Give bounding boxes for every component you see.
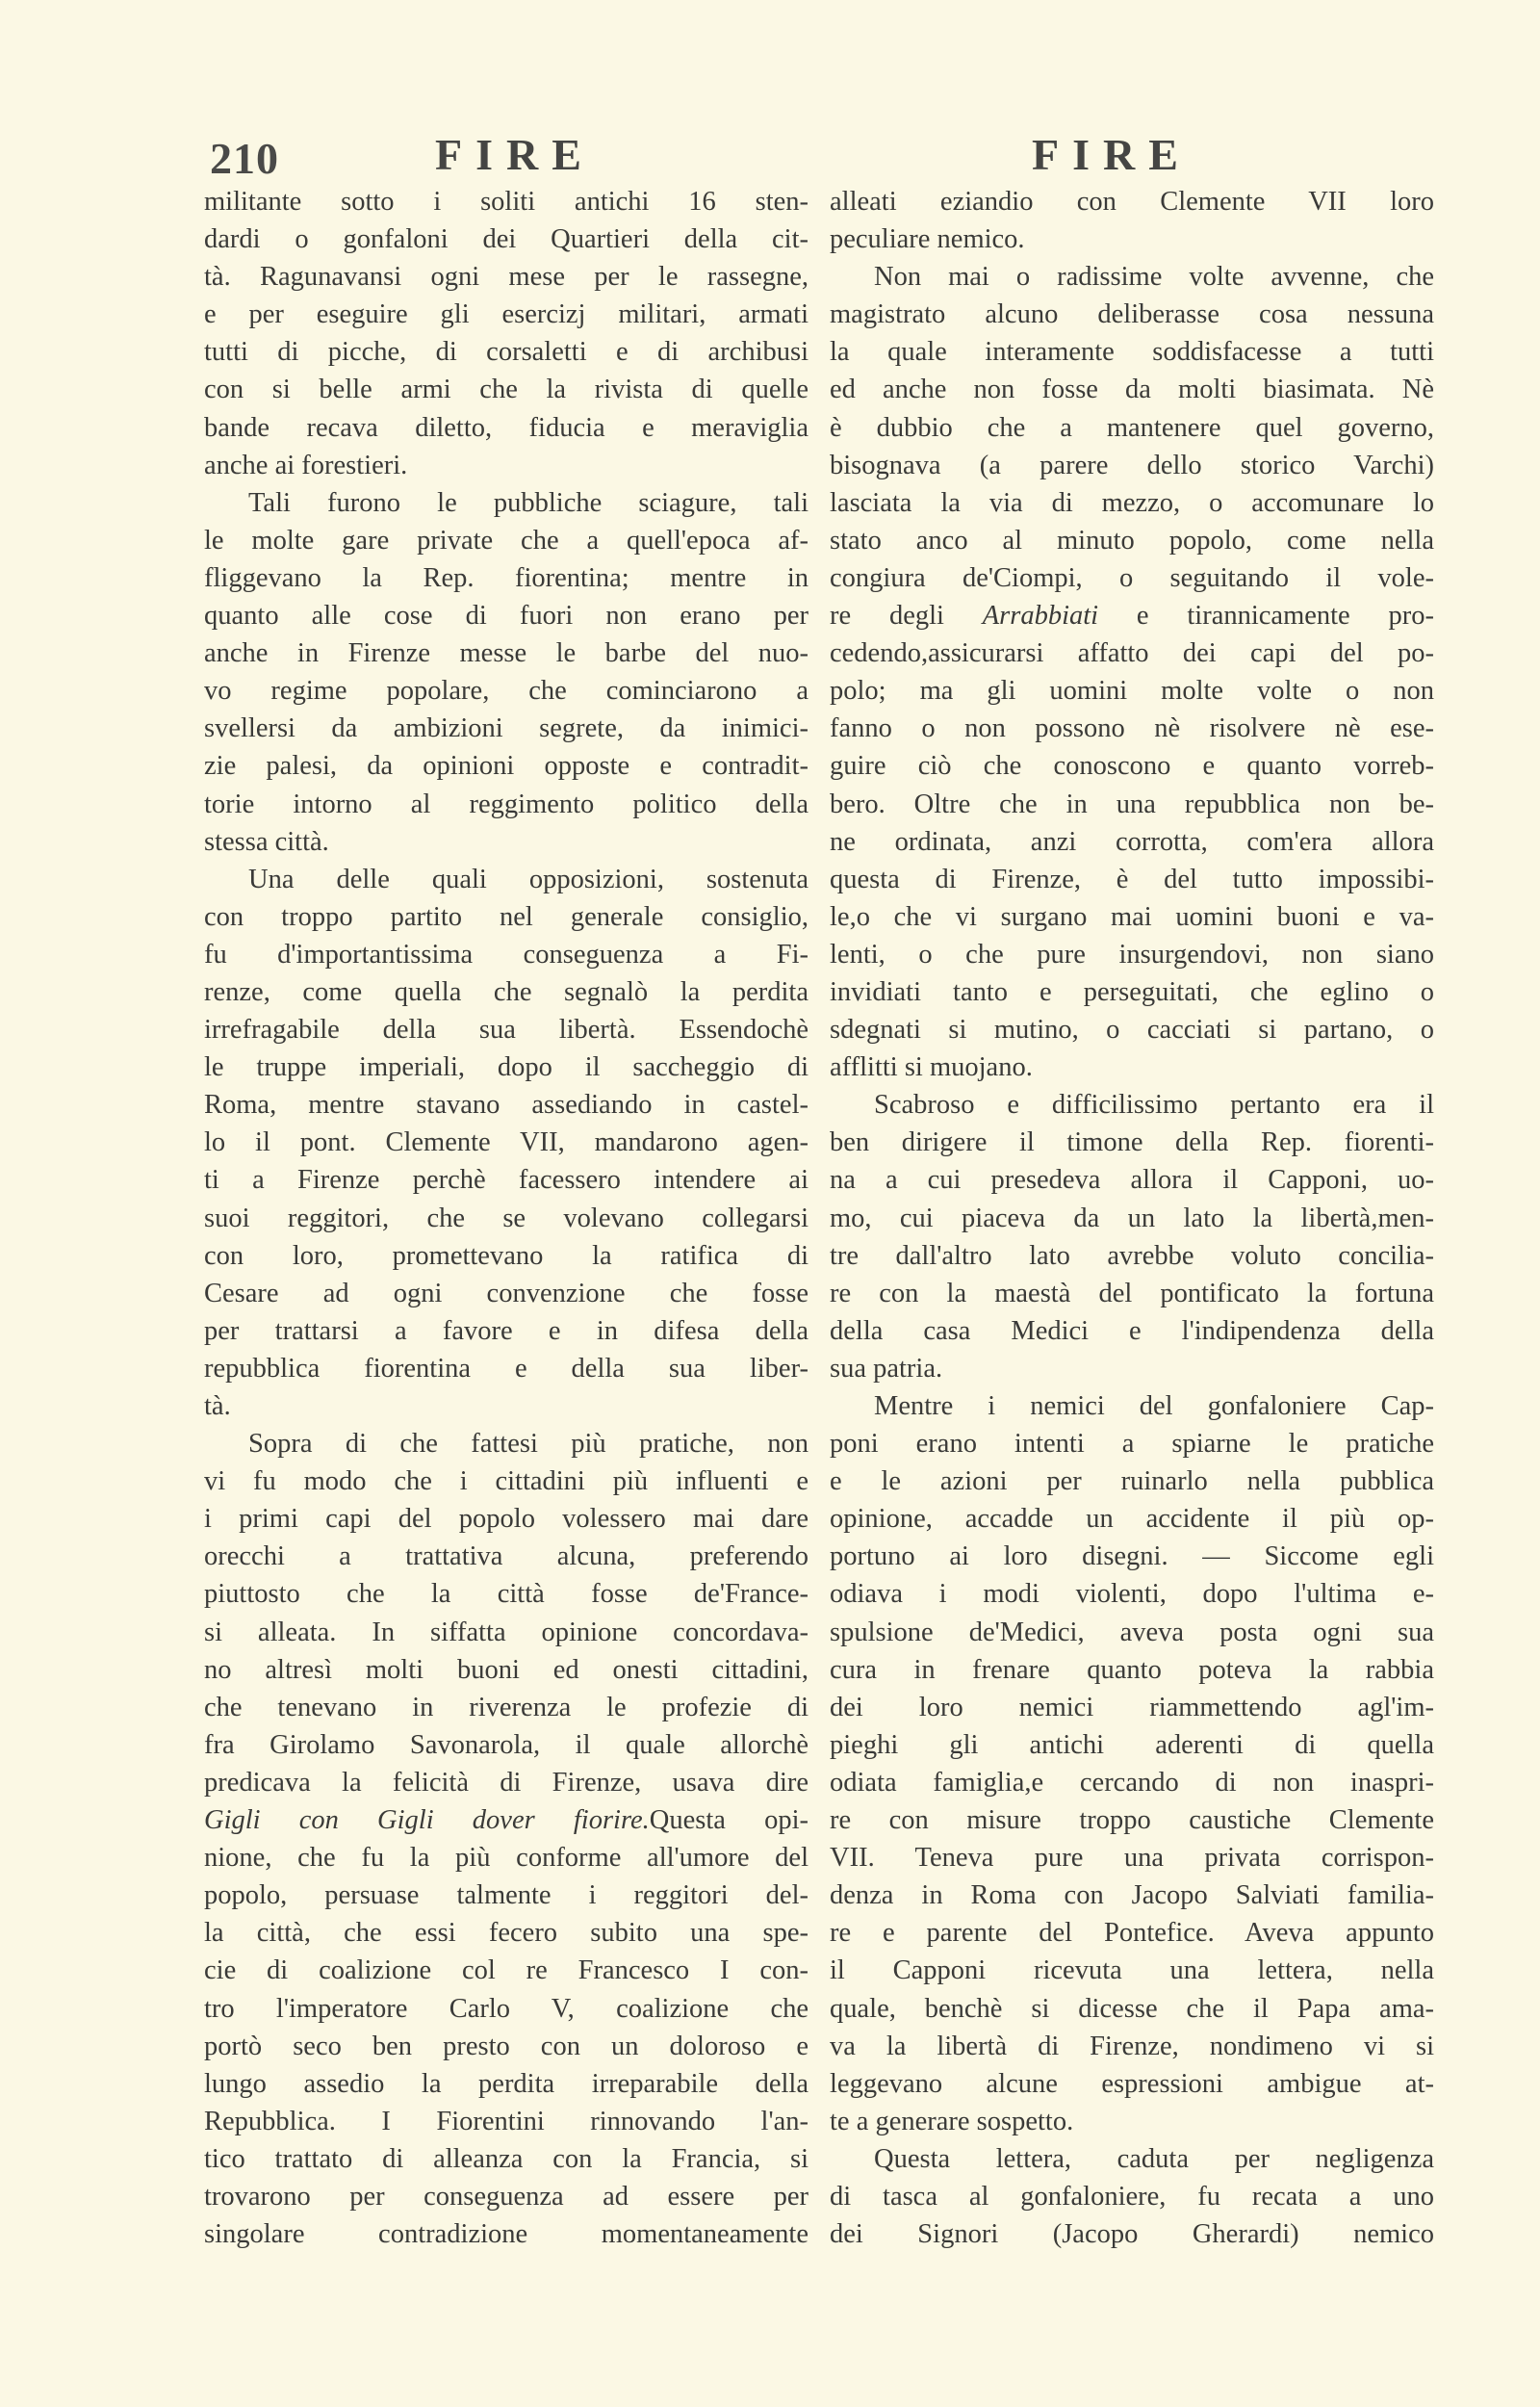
text-line bbox=[830, 1538, 1434, 1575]
text-line bbox=[830, 333, 1434, 371]
text-span: orecchi a trattativa alcuna, preferendo bbox=[204, 1541, 808, 1572]
text-line bbox=[204, 2215, 808, 2253]
text-span: il Capponi ricevuta una lettera, nella bbox=[830, 1955, 1434, 1986]
text-line bbox=[204, 1200, 808, 1237]
text-line bbox=[204, 861, 808, 898]
text-span: Non mai o radissime volte avvenne, che bbox=[874, 262, 1434, 293]
text-line bbox=[830, 183, 1434, 220]
text-line bbox=[830, 1801, 1434, 1839]
text-line bbox=[204, 2103, 808, 2140]
text-span: irrefragabile della sua libertà. Essendochè bbox=[204, 1015, 808, 1046]
text-line bbox=[830, 786, 1434, 823]
text-span: poni erano intenti a spiarne le pratiche bbox=[830, 1429, 1434, 1460]
text-span: lungo assedio la perdita irreparabile della bbox=[204, 2068, 808, 2099]
text-line bbox=[830, 1237, 1434, 1275]
text-span: guire ciò che conoscono e quanto vorreb- bbox=[830, 751, 1434, 782]
text-line bbox=[830, 1161, 1434, 1199]
text-line bbox=[830, 634, 1434, 672]
text-span: re degli bbox=[830, 601, 983, 632]
text-line bbox=[204, 634, 808, 672]
text-line bbox=[204, 559, 808, 597]
text-span: Repubblica. I Fiorentini rinnovando l'an- bbox=[204, 2106, 808, 2136]
text-span: repubblica fiorentina e della sua liber- bbox=[204, 1353, 808, 1384]
text-span: di tasca al gonfaloniere, fu recata a uno bbox=[830, 2181, 1434, 2212]
text-span: odiava i modi violenti, dopo l'ultima e- bbox=[830, 1579, 1434, 1610]
text-line bbox=[204, 823, 808, 861]
text-line bbox=[204, 2065, 808, 2103]
text-span: tro l'imperatore Carlo V, coalizione che bbox=[204, 1993, 808, 2024]
text-line bbox=[204, 1425, 808, 1462]
text-span: cie di coalizione col re Francesco I con- bbox=[204, 1955, 808, 1986]
text-span: odiata famiglia,e cercando di non inaspri- bbox=[830, 1767, 1434, 1798]
text-span: sdegnati si mutino, o cacciati si partano, o bbox=[830, 1015, 1434, 1046]
text-line bbox=[830, 447, 1434, 484]
text-span: piuttosto che la città fosse de'France- bbox=[204, 1579, 808, 1610]
text-line bbox=[204, 1876, 808, 1914]
text-line bbox=[204, 1048, 808, 1086]
text-span: cura in frenare quanto poteva la rabbia bbox=[830, 1654, 1434, 1685]
text-span: i primi capi del popolo volessero mai dare bbox=[204, 1504, 808, 1535]
text-span: per trattarsi a favore e in difesa della bbox=[204, 1315, 808, 1346]
text-span: predicava la felicità di Firenze, usava dire bbox=[204, 1767, 808, 1798]
text-line bbox=[830, 1839, 1434, 1876]
text-line bbox=[204, 710, 808, 747]
text-line bbox=[204, 1350, 808, 1387]
text-span: zie palesi, da opinioni opposte e contradit- bbox=[204, 751, 808, 782]
text-line bbox=[830, 1200, 1434, 1237]
text-span: Scabroso e difficilissimo pertanto era il bbox=[874, 1090, 1434, 1121]
text-line bbox=[204, 1275, 808, 1312]
text-span: denza in Roma con Jacopo Salviati familia- bbox=[830, 1880, 1434, 1911]
text-span: con si belle armi che la rivista di quelle bbox=[204, 375, 808, 405]
text-span: dei Signori (Jacopo Gherardi) nemico bbox=[830, 2219, 1434, 2250]
text-span: no altresì molti buoni ed onesti cittadini, bbox=[204, 1654, 808, 1685]
text-span: pieghi gli antichi aderenti di quella bbox=[830, 1729, 1434, 1760]
text-span: Questa opi- bbox=[649, 1805, 808, 1836]
text-line bbox=[204, 2178, 808, 2215]
text-span: dardi o gonfaloni dei Quartieri della cit- bbox=[204, 224, 808, 255]
text-span: fliggevano la Rep. fiorentina; mentre in bbox=[204, 562, 808, 593]
text-span: leggevano alcune espressioni ambigue at- bbox=[830, 2068, 1434, 2099]
text-span: ed anche non fosse da molti biasimata. Nè bbox=[830, 375, 1434, 405]
text-line bbox=[830, 1575, 1434, 1613]
text-span: ne ordinata, anzi corrotta, com'era allora bbox=[830, 826, 1434, 857]
text-line bbox=[204, 2140, 808, 2178]
text-span: nione, che fu la più conforme all'umore del bbox=[204, 1843, 808, 1874]
text-line bbox=[204, 898, 808, 936]
text-line bbox=[204, 786, 808, 823]
text-span: le truppe imperiali, dopo il saccheggio di bbox=[204, 1052, 808, 1083]
text-span: afflitti si muojano. bbox=[830, 1052, 1033, 1083]
text-span: peculiare nemico. bbox=[830, 224, 1025, 255]
text-line bbox=[830, 1689, 1434, 1726]
text-line bbox=[830, 1086, 1434, 1124]
text-span: re con la maestà del pontificato la fortuna bbox=[830, 1278, 1434, 1308]
text-line bbox=[830, 2140, 1434, 2178]
text-line bbox=[204, 296, 808, 333]
text-span: tre dall'altro lato avrebbe voluto concilia- bbox=[830, 1240, 1434, 1271]
text-line bbox=[830, 861, 1434, 898]
text-line bbox=[204, 1161, 808, 1199]
text-span: Mentre i nemici del gonfaloniere Cap- bbox=[874, 1391, 1434, 1421]
text-line bbox=[830, 2178, 1434, 2215]
left-column bbox=[204, 183, 808, 2253]
text-line bbox=[830, 1124, 1434, 1161]
text-span: stessa città. bbox=[204, 826, 329, 857]
text-line bbox=[830, 1350, 1434, 1387]
page-number: 210 bbox=[210, 134, 279, 183]
text-span: le molte gare private che a quell'epoca af- bbox=[204, 525, 808, 556]
text-span: renze, come quella che segnalò la perdita bbox=[204, 976, 808, 1007]
text-span: tico trattato di alleanza con la Francia, si bbox=[204, 2143, 808, 2174]
running-head-left: FIRE bbox=[435, 130, 595, 179]
text-span: svellersi da ambizioni segrete, da inimici- bbox=[204, 713, 808, 744]
text-span: alleati eziandio con Clemente VII loro bbox=[830, 187, 1434, 217]
text-span: vi fu modo che i cittadini più influenti e bbox=[204, 1466, 808, 1497]
text-span: quale, benchè si dicesse che il Papa ama- bbox=[830, 1993, 1434, 2024]
text-line bbox=[204, 672, 808, 710]
text-span: torie intorno al reggimento politico della bbox=[204, 789, 808, 819]
text-span: le,o che vi surgano mai uomini buoni e va- bbox=[830, 901, 1434, 932]
text-span: trovarono per conseguenza ad essere per bbox=[204, 2181, 808, 2212]
text-line bbox=[830, 484, 1434, 522]
text-line bbox=[830, 1764, 1434, 1801]
text-line bbox=[204, 1689, 808, 1726]
text-span: la città, che essi fecero subito una spe- bbox=[204, 1918, 808, 1949]
text-span: bande recava diletto, fiducia e meraviglia bbox=[204, 412, 808, 443]
text-line bbox=[204, 371, 808, 408]
text-span: dei loro nemici riammettendo agl'im- bbox=[830, 1692, 1434, 1722]
text-line bbox=[204, 258, 808, 296]
text-line bbox=[830, 672, 1434, 710]
text-line bbox=[204, 1086, 808, 1124]
text-line bbox=[830, 710, 1434, 747]
text-span: congiura de'Ciompi, o seguitando il vole- bbox=[830, 562, 1434, 593]
text-line bbox=[204, 1801, 808, 1839]
text-line bbox=[830, 597, 1434, 634]
text-line bbox=[204, 1462, 808, 1500]
text-line bbox=[204, 1914, 808, 1952]
text-span: va la libertà di Firenze, nondimeno vi si bbox=[830, 2031, 1434, 2061]
text-span: bero. Oltre che in una repubblica non be- bbox=[830, 789, 1434, 819]
text-line bbox=[204, 2028, 808, 2065]
text-line bbox=[830, 898, 1434, 936]
text-line bbox=[204, 747, 808, 785]
text-span: ti a Firenze perchè facessero intendere ai bbox=[204, 1165, 808, 1196]
text-span: Roma, mentre stavano assediando in castel- bbox=[204, 1090, 808, 1121]
text-line bbox=[830, 1952, 1434, 1989]
text-line bbox=[204, 1387, 808, 1425]
text-span: lasciata la via di mezzo, o accomunare lo bbox=[830, 487, 1434, 518]
text-span: singolare contradizione momentaneamente bbox=[204, 2219, 808, 2250]
text-line bbox=[204, 1312, 808, 1350]
text-line bbox=[830, 1011, 1434, 1048]
text-span: sua patria. bbox=[830, 1353, 943, 1384]
text-span: spulsione de'Medici, aveva posta ogni sua bbox=[830, 1617, 1434, 1647]
text-span: polo; ma gli uomini molte volte o non bbox=[830, 676, 1434, 707]
text-line bbox=[204, 409, 808, 447]
text-line bbox=[204, 1726, 808, 1764]
text-line bbox=[830, 258, 1434, 296]
text-line bbox=[830, 1726, 1434, 1764]
italic-phrase: Arrabbiati bbox=[982, 601, 1099, 632]
text-span: fanno o non possono nè risolvere nè ese- bbox=[830, 713, 1434, 744]
text-span: invidiati tanto e perseguitati, che eglino o bbox=[830, 976, 1434, 1007]
text-line bbox=[204, 597, 808, 634]
text-line bbox=[830, 1651, 1434, 1689]
text-span: Tali furono le pubbliche sciagure, tali bbox=[248, 487, 808, 518]
text-line bbox=[830, 1990, 1434, 2028]
text-span: cedendo,assicurarsi affatto dei capi del po- bbox=[830, 638, 1434, 669]
text-span: suoi reggitori, che se volevano collegarsi bbox=[204, 1203, 808, 1233]
text-line bbox=[830, 1876, 1434, 1914]
text-span: re con misure troppo caustiche Clemente bbox=[830, 1805, 1434, 1836]
text-span: re e parente del Pontefice. Aveva appunto bbox=[830, 1918, 1434, 1949]
text-line bbox=[830, 1275, 1434, 1312]
text-span: VII. Teneva pure una privata corrispon- bbox=[830, 1843, 1434, 1874]
text-line bbox=[830, 371, 1434, 408]
text-span: anche ai forestieri. bbox=[204, 450, 408, 480]
text-span: quanto alle cose di fuori non erano per bbox=[204, 601, 808, 632]
text-span: la quale interamente soddisfacesse a tutti bbox=[830, 337, 1434, 368]
text-line bbox=[830, 1462, 1434, 1500]
text-line bbox=[204, 1651, 808, 1689]
right-column bbox=[830, 183, 1434, 2253]
text-line bbox=[204, 973, 808, 1011]
text-line bbox=[204, 1575, 808, 1613]
text-span: Questa lettera, caduta per negligenza bbox=[874, 2143, 1434, 2174]
text-line bbox=[830, 1614, 1434, 1651]
text-line bbox=[204, 1500, 808, 1538]
italic-phrase: Gigli con Gigli dover fiorire. bbox=[204, 1805, 650, 1836]
text-line bbox=[830, 747, 1434, 785]
text-line bbox=[830, 2103, 1434, 2140]
text-span: fra Girolamo Savonarola, il quale allorchè bbox=[204, 1729, 808, 1760]
text-span: vo regime popolare, che cominciarono a bbox=[204, 676, 808, 707]
text-line bbox=[204, 1614, 808, 1651]
text-span: stato anco al minuto popolo, come nella bbox=[830, 525, 1434, 556]
text-span: magistrato alcuno deliberasse cosa nessuna bbox=[830, 299, 1434, 330]
text-line bbox=[204, 333, 808, 371]
text-span: mo, cui piaceva da un lato la libertà,men- bbox=[830, 1203, 1434, 1233]
text-span: si alleata. In siffatta opinione concordava- bbox=[204, 1617, 808, 1647]
text-line bbox=[204, 1839, 808, 1876]
text-line bbox=[204, 1990, 808, 2028]
text-span: Una delle quali opposizioni, sostenuta bbox=[248, 864, 808, 894]
text-span: portuno ai loro disegni. — Siccome egli bbox=[830, 1541, 1434, 1572]
text-line bbox=[830, 1914, 1434, 1952]
text-line bbox=[204, 484, 808, 522]
text-span: tà. Ragunavansi ogni mese per le rassegne, bbox=[204, 262, 808, 293]
text-span: opinione, accadde un accidente il più op- bbox=[830, 1504, 1434, 1535]
text-line bbox=[204, 1538, 808, 1575]
text-line bbox=[204, 936, 808, 973]
text-line bbox=[204, 1764, 808, 1801]
text-line bbox=[830, 2028, 1434, 2065]
text-span: tà. bbox=[204, 1391, 231, 1421]
text-line bbox=[204, 1237, 808, 1275]
text-span: questa di Firenze, è del tutto impossibi- bbox=[830, 864, 1434, 894]
text-line bbox=[830, 936, 1434, 973]
text-line bbox=[204, 447, 808, 484]
text-line bbox=[204, 220, 808, 258]
text-span: Cesare ad ogni convenzione che fosse bbox=[204, 1278, 808, 1308]
text-span: anche in Firenze messe le barbe del nuo- bbox=[204, 638, 808, 669]
text-span: e le azioni per ruinarlo nella pubblica bbox=[830, 1466, 1434, 1497]
text-line bbox=[204, 1124, 808, 1161]
text-span: e tirannicamente pro- bbox=[1098, 601, 1434, 632]
text-span: tutti di picche, di corsaletti e di archibusi bbox=[204, 337, 808, 368]
text-line bbox=[830, 1387, 1434, 1425]
text-span: ben dirigere il timone della Rep. fiorenti- bbox=[830, 1127, 1434, 1158]
text-span: portò seco ben presto con un doloroso e bbox=[204, 2031, 808, 2061]
text-line bbox=[830, 296, 1434, 333]
text-span: della casa Medici e l'indipendenza della bbox=[830, 1315, 1434, 1346]
text-line bbox=[830, 1425, 1434, 1462]
text-line bbox=[830, 2065, 1434, 2103]
text-span: na a cui presedeva allora il Capponi, uo- bbox=[830, 1165, 1434, 1196]
text-line bbox=[204, 183, 808, 220]
text-line bbox=[830, 823, 1434, 861]
text-span: lenti, o che pure insurgendovi, non siano bbox=[830, 939, 1434, 970]
text-span: che tenevano in riverenza le profezie di bbox=[204, 1692, 808, 1722]
text-line bbox=[830, 1312, 1434, 1350]
text-line bbox=[830, 1500, 1434, 1538]
text-span: popolo, persuase talmente i reggitori del- bbox=[204, 1880, 808, 1911]
text-span: Sopra di che fattesi più pratiche, non bbox=[248, 1429, 808, 1460]
text-line bbox=[830, 220, 1434, 258]
text-line bbox=[204, 1952, 808, 1989]
text-span: con troppo partito nel generale consiglio, bbox=[204, 901, 808, 932]
text-span: lo il pont. Clemente VII, mandarono agen- bbox=[204, 1127, 808, 1158]
running-head-right: FIRE bbox=[1032, 130, 1192, 179]
text-span: con loro, promettevano la ratifica di bbox=[204, 1240, 808, 1271]
text-line bbox=[830, 522, 1434, 559]
text-span: te a generare sospetto. bbox=[830, 2106, 1074, 2136]
text-line bbox=[204, 1011, 808, 1048]
text-line bbox=[830, 409, 1434, 447]
text-span: bisognava (a parere dello storico Varchi) bbox=[830, 450, 1434, 480]
text-line bbox=[830, 973, 1434, 1011]
text-span: è dubbio che a mantenere quel governo, bbox=[830, 412, 1434, 443]
text-span: e per eseguire gli esercizj militari, armati bbox=[204, 299, 808, 330]
text-line bbox=[830, 559, 1434, 597]
text-line bbox=[830, 2215, 1434, 2253]
text-line bbox=[830, 1048, 1434, 1086]
text-line bbox=[204, 522, 808, 559]
text-span: militante sotto i soliti antichi 16 sten- bbox=[204, 187, 808, 217]
text-span: fu d'importantissima conseguenza a Fi- bbox=[204, 939, 808, 970]
